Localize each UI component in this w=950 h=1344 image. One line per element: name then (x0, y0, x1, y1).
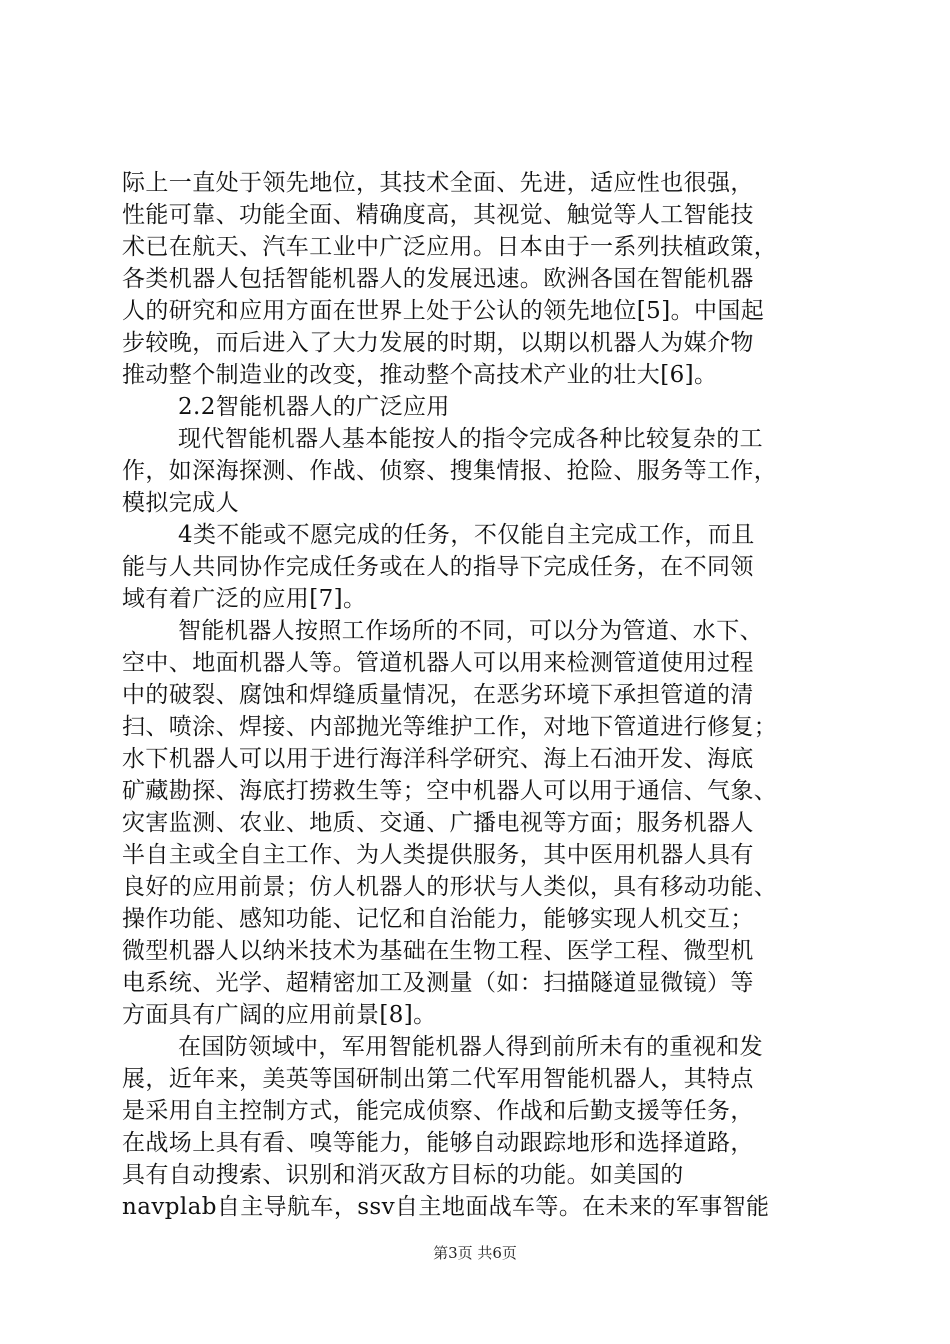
text-line: 能与人共同协作完成任务或在人的指导下完成任务，在不同领 (122, 554, 754, 580)
body-text (122, 167, 834, 1223)
page-footer: 第3页 共6页 (433, 1244, 517, 1262)
text-line: 操作功能、感知功能、记忆和自治能力，能够实现人机交互； (122, 906, 754, 932)
text-line: 推动整个制造业的改变，推动整个高技术产业的壮大[6]。 (122, 362, 718, 388)
text-line: 矿藏勘探、海底打捞救生等；空中机器人可以用于通信、气象、 (122, 778, 778, 804)
text-line: 空中、地面机器人等。管道机器人可以用来检测管道使用过程 (122, 650, 754, 676)
text-line: 智能机器人按照工作场所的不同，可以分为管道、水下、 (178, 618, 763, 644)
text-line: 微型机器人以纳米技术为基础在生物工程、医学工程、微型机 (122, 938, 754, 964)
text-line: 在战场上具有看、嗅等能力，能够自动跟踪地形和选择道路， (122, 1130, 754, 1156)
text-line: 在国防领域中，军用智能机器人得到前所未有的重视和发 (178, 1034, 763, 1060)
text-line: 作，如深海探测、作战、侦察、搜集情报、抢险、服务等工作， (122, 458, 778, 484)
text-line: 展，近年来，美英等国研制出第二代军用智能机器人，其特点 (122, 1066, 754, 1092)
text-line: 水下机器人可以用于进行海洋科学研究、海上石油开发、海底 (122, 746, 754, 772)
text-line: 各类机器人包括智能机器人的发展迅速。欧洲各国在智能机器 (122, 266, 754, 292)
text-line: navplab自主导航车，ssv自主地面战车等。在未来的军事智能 (122, 1194, 770, 1220)
text-line: 扫、喷涂、焊接、内部抛光等维护工作，对地下管道进行修复； (122, 714, 778, 740)
text-line: 中的破裂、腐蚀和焊缝质量情况，在恶劣环境下承担管道的清 (122, 682, 754, 708)
text-line: 域有着广泛的应用[7]。 (122, 586, 367, 612)
text-line: 人的研究和应用方面在世界上处于公认的领先地位[5]。中国起 (122, 298, 765, 324)
text-line: 现代智能机器人基本能按人的指令完成各种比较复杂的工 (178, 426, 763, 452)
text-line: 方面具有广阔的应用前景[8]。 (122, 1002, 437, 1028)
text-line: 半自主或全自主工作、为人类提供服务，其中医用机器人具有 (122, 842, 754, 868)
text-line: 术已在航天、汽车工业中广泛应用。日本由于一系列扶植政策， (122, 234, 778, 260)
text-line: 4类不能或不愿完成的任务，不仅能自主完成工作，而且 (178, 522, 755, 548)
text-line: 是采用自主控制方式，能完成侦察、作战和后勤支援等任务， (122, 1098, 754, 1124)
text-line: 灾害监测、农业、地质、交通、广播电视等方面；服务机器人 (122, 810, 754, 836)
text-line: 良好的应用前景；仿人机器人的形状与人类似，具有移动功能、 (122, 874, 778, 900)
text-line: 步较晚，而后进入了大力发展的时期，以期以机器人为媒介物 (122, 330, 754, 356)
text-line: 2.2智能机器人的广泛应用 (178, 394, 450, 420)
text-line: 模拟完成人 (122, 490, 239, 516)
text-line: 电系统、光学、超精密加工及测量（如：扫描隧道显微镜）等 (122, 970, 754, 996)
text-line: 具有自动搜索、识别和消灭敌方目标的功能。如美国的 (122, 1162, 684, 1188)
text-line: 性能可靠、功能全面、精确度高，其视觉、触觉等人工智能技 (122, 202, 754, 228)
text-line: 际上一直处于领先地位，其技术全面、先进，适应性也很强， (122, 170, 754, 196)
